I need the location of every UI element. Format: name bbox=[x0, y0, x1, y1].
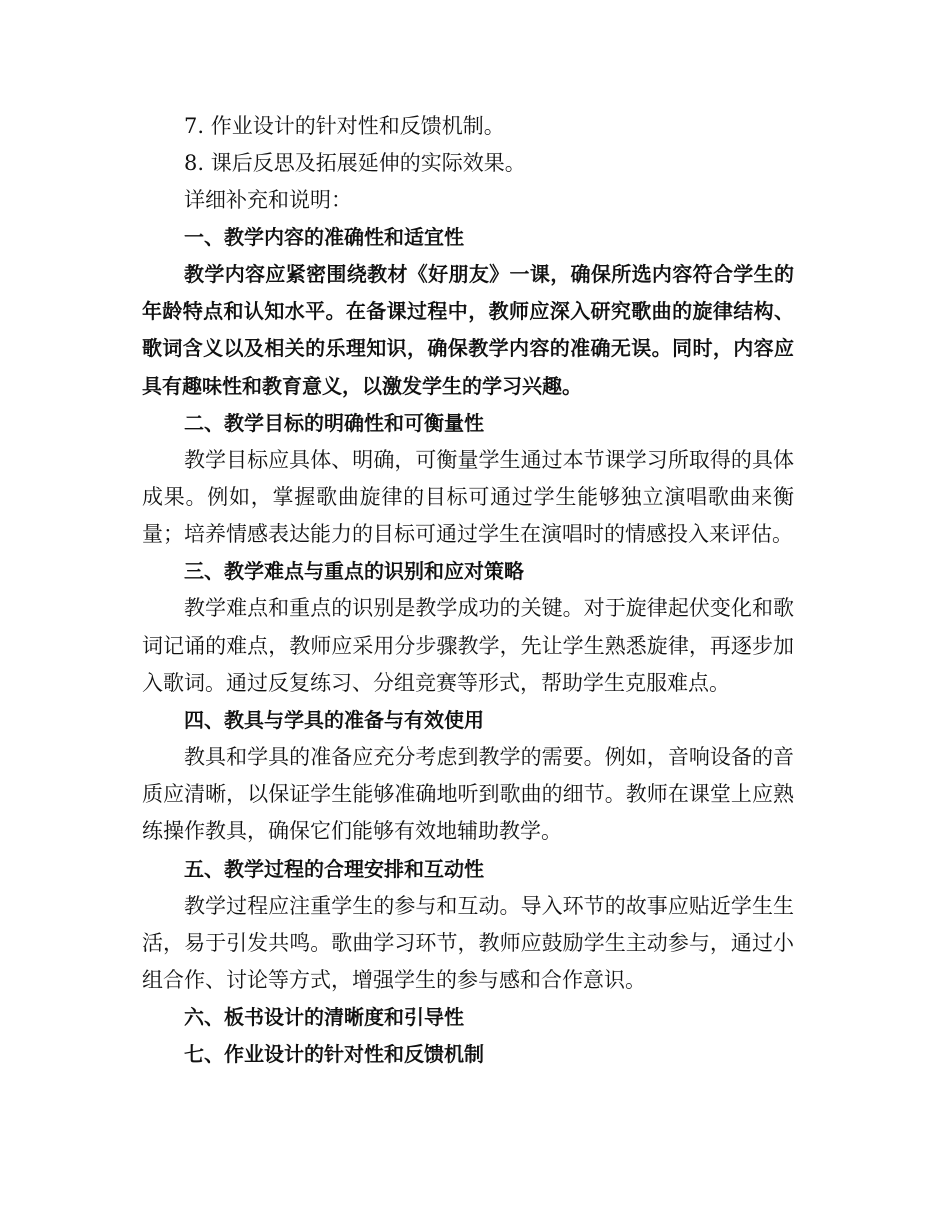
section-heading-1: 一、教学内容的准确性和适宜性 bbox=[184, 225, 464, 249]
section-body-2: 教学目标应具体、明确，可衡量学生通过本节课学习所取得的具体成果。例如，掌握歌曲旋律的目标可通过学生能够独立演唱歌曲来衡量；培养情感表达能力的目标可通过学生在演唱时的情感投入来评估。 bbox=[142, 447, 794, 547]
section-body-3: 教学难点和重点的识别是教学成功的关键。对于旋律起伏变化和歌词记诵的难点，教师应采用分步骤教学，先让学生熟悉旋律，再逐步加入歌词。通过反复练习、分组竞赛等形式，帮助学生克服难点。 bbox=[142, 596, 794, 695]
section-heading-2: 二、教学目标的明确性和可衡量性 bbox=[184, 410, 484, 435]
list-item-7: 7. 作业设计的针对性和反馈机制。 bbox=[184, 114, 505, 138]
section-heading-6: 六、板书设计的清晰度和引导性 bbox=[184, 1005, 464, 1030]
section-body-5: 教学过程应注重学生的参与和互动。导入环节的故事应贴近学生生活，易于引发共鸣。歌曲学习环节，教师应鼓励学生主动参与，通过小组合作、讨论等方式，增强学生的参与感和合作意识。 bbox=[142, 893, 794, 993]
list-item-8: 8. 课后反思及拓展延伸的实际效果。 bbox=[184, 151, 526, 175]
section-heading-5: 五、教学过程的合理安排和互动性 bbox=[184, 856, 484, 881]
intro-text: 详细补充和说明： bbox=[184, 188, 352, 212]
section-heading-4: 四、教具与学具的准备与有效使用 bbox=[184, 708, 484, 733]
section-body-1: 教学内容应紧密围绕教材《好朋友》一课，确保所选内容符合学生的年龄特点和认知水平。在备课过程中，教师应深入研究歌曲的旋律结构、歌词含义以及相关的乐理知识，确保教学内容的准确无误。同时，内容应具有趣味性和教育意义，以激发学生的学习兴趣。 bbox=[142, 262, 794, 398]
section-heading-3: 三、教学难点与重点的识别和应对策略 bbox=[184, 559, 524, 584]
section-heading-7: 七、作业设计的针对性和反馈机制 bbox=[184, 1042, 484, 1067]
section-body-4: 教具和学具的准备应充分考虑到教学的需要。例如，音响设备的音质应清晰，以保证学生能够准确地听到歌曲的细节。教师在课堂上应熟练操作教具，确保它们能够有效地辅助教学。 bbox=[142, 745, 794, 844]
document-content bbox=[142, 108, 794, 1073]
